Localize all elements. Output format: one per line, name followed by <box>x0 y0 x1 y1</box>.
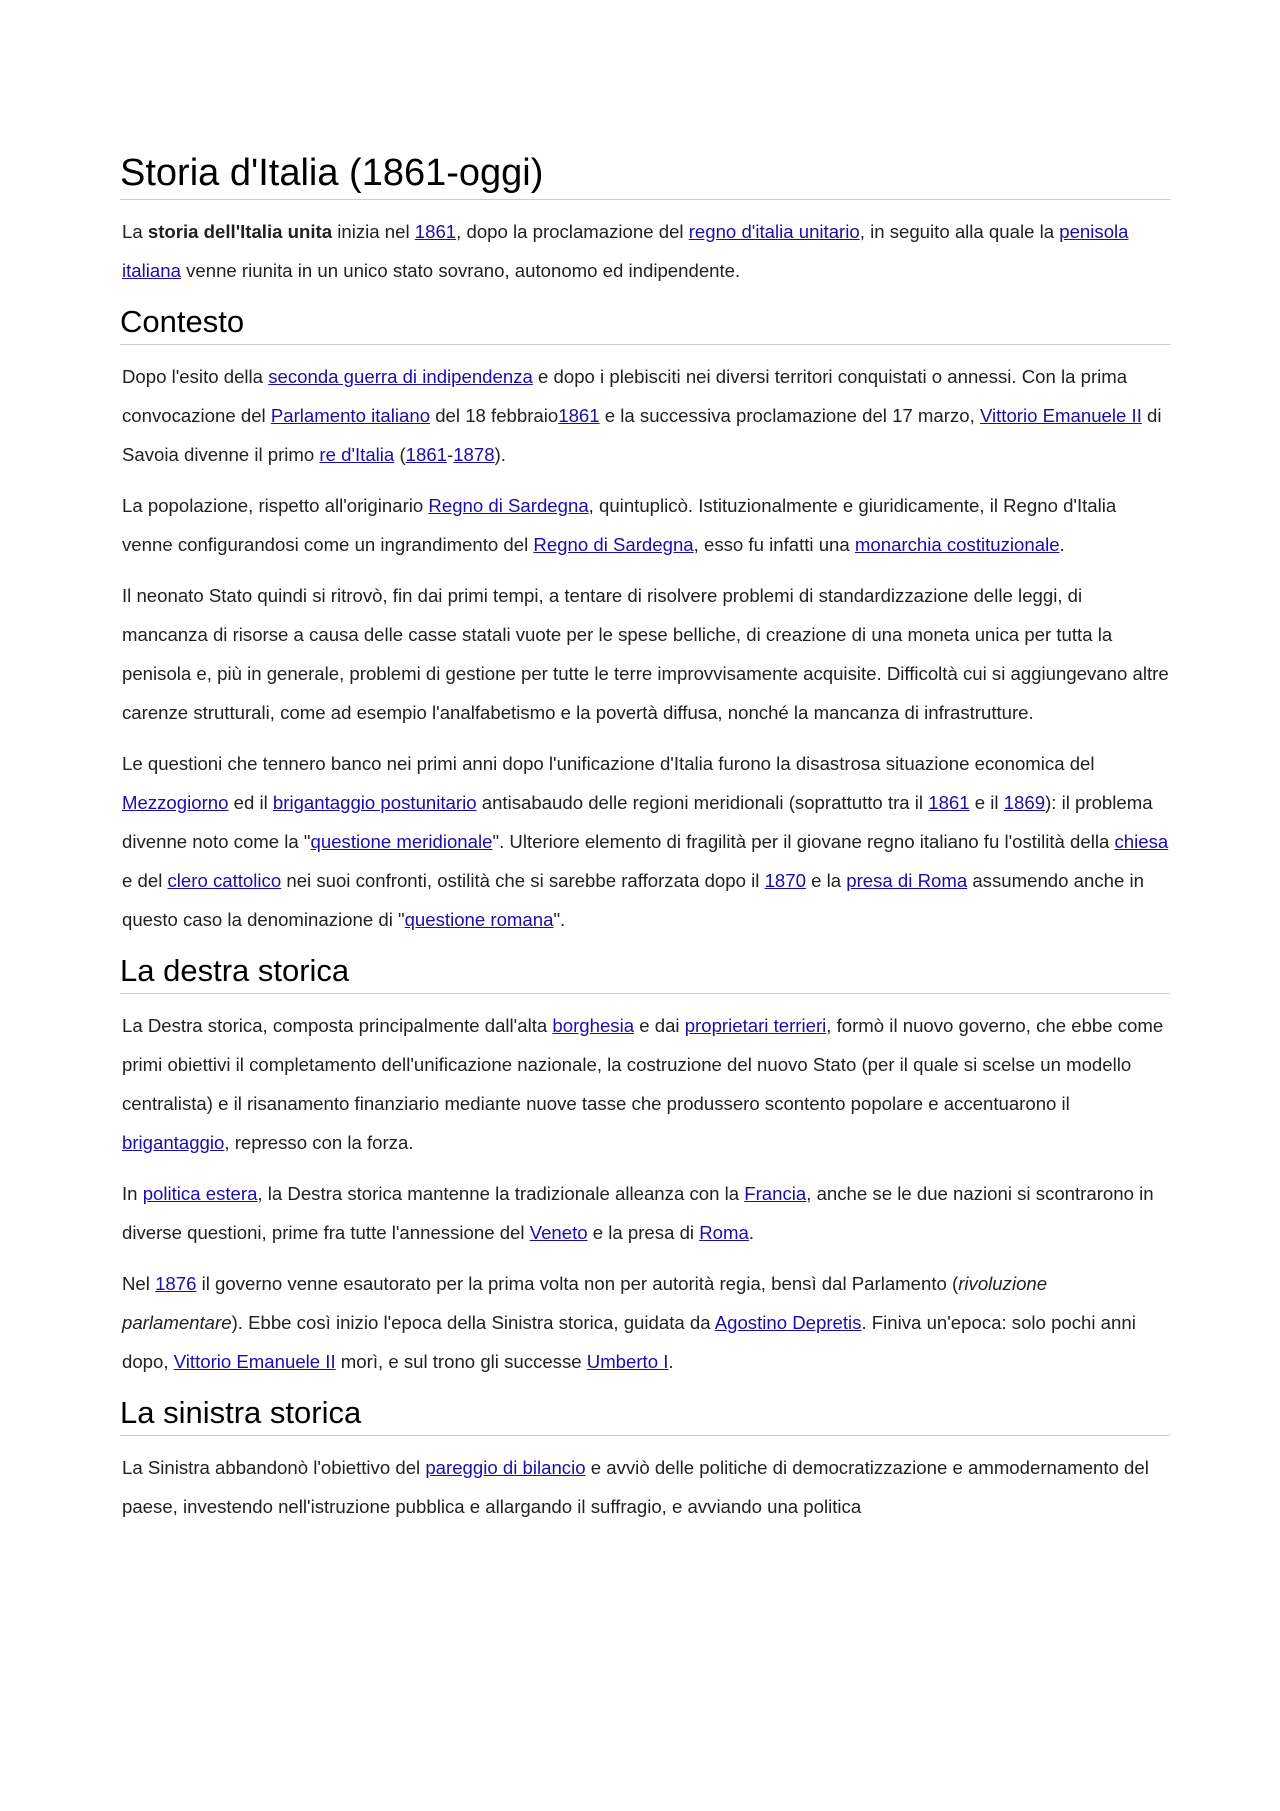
text: morì, e sul trono gli successe <box>335 1351 587 1372</box>
text: Dopo l'esito della <box>122 366 269 387</box>
text: , formò il nuovo governo, che ebbe come primi obiettivi il completamento dell'unificazione nazionale, la costruzione del nuovo Stato (per il quale si scelse un modello centralista) e il risanamento finanziario mediante nuove tasse che produssero scontento popolare e accentuarono il <box>122 1015 1164 1114</box>
text: e dopo i plebisciti nei diversi territori conquistati o annessi. Con la prima convocazione del <box>122 366 1128 426</box>
text: La Sinistra abbandonò l'obiettivo del <box>122 1457 426 1478</box>
link-regno-di-sardegna[interactable]: Regno di Sardegna <box>533 534 694 555</box>
link-brigantaggio[interactable]: brigantaggio <box>122 1132 225 1153</box>
link-chiesa[interactable]: chiesa <box>1114 831 1169 852</box>
link-regno-italia-unitario[interactable]: regno d'italia unitario <box>688 221 860 242</box>
link-roma[interactable]: Roma <box>699 1222 749 1243</box>
link-penisola-italiana[interactable]: penisola italiana <box>122 221 1129 281</box>
link-brigantaggio-postunitario[interactable]: brigantaggio postunitario <box>272 792 477 813</box>
text: del 18 febbraio <box>430 405 559 426</box>
section-heading-sinistra-storica: La sinistra storica <box>120 1393 1170 1436</box>
text: il governo venne esautorato per la prima volta non per autorità regia, bensì dal Parlamento ( <box>196 1273 959 1294</box>
text: inizia nel <box>332 221 415 242</box>
sinistra-paragraph-1 <box>122 1448 1170 1526</box>
text: ed il <box>228 792 273 813</box>
text: e il <box>969 792 1004 813</box>
text: ". Ulteriore elemento di fragilità per il giovane regno italiano fu l'ostilità della <box>492 831 1115 852</box>
text: e avviò delle politiche di democratizzazione e ammodernamento del paese, investendo nell'istruzione pubblica e allargando il suffragio, e avviando una politica <box>122 1457 1149 1517</box>
text: ). <box>494 444 506 465</box>
link-1869[interactable]: 1869 <box>1003 792 1046 813</box>
text: , in seguito alla quale la <box>859 221 1060 242</box>
link-questione-meridionale[interactable]: questione meridionale <box>310 831 493 852</box>
link-1861[interactable]: 1861 <box>405 444 448 465</box>
intro-paragraph <box>122 212 1170 290</box>
article <box>120 150 1170 1538</box>
link-questione-romana[interactable]: questione romana <box>404 909 554 930</box>
text: ". <box>553 909 566 930</box>
text: e del <box>122 870 168 891</box>
link-regno-di-sardegna[interactable]: Regno di Sardegna <box>428 495 589 516</box>
link-1878[interactable]: 1878 <box>453 444 495 465</box>
text: La popolazione, rispetto all'originario <box>122 495 429 516</box>
contesto-paragraph-2 <box>122 486 1170 564</box>
link-parlamento-italiano[interactable]: Parlamento italiano <box>270 405 431 426</box>
text: ( <box>394 444 406 465</box>
text: antisabaudo delle regioni meridionali (soprattutto tra il <box>476 792 929 813</box>
link-re-italia[interactable]: re d'Italia <box>319 444 395 465</box>
text: , esso fu infatti una <box>693 534 855 555</box>
text: . <box>1059 534 1065 555</box>
link-proprietari-terrieri[interactable]: proprietari terrieri <box>684 1015 827 1036</box>
section-heading-contesto: Contesto <box>120 302 1170 345</box>
text: In <box>122 1183 143 1204</box>
text: ): il problema divenne noto come la " <box>122 792 1153 852</box>
link-mezzogiorno[interactable]: Mezzogiorno <box>122 792 229 813</box>
link-1861[interactable]: 1861 <box>414 221 457 242</box>
text: , anche se le due nazioni si scontrarono in diverse questioni, prime fra tutte l'annessione del <box>122 1183 1154 1243</box>
text: . <box>748 1222 755 1243</box>
link-vittorio-emanuele-ii[interactable]: Vittorio Emanuele II <box>979 405 1142 426</box>
text: di Savoia divenne il primo <box>122 405 1162 465</box>
link-agostino-depretis[interactable]: Agostino Depretis <box>714 1312 862 1333</box>
destra-paragraph-2 <box>122 1174 1170 1252</box>
destra-paragraph-1 <box>122 1006 1170 1162</box>
text: venne riunita in un unico stato sovrano, autonomo ed indipendente. <box>180 260 741 281</box>
link-borghesia[interactable]: borghesia <box>552 1015 635 1036</box>
text: Nel <box>122 1273 156 1294</box>
text: e dai <box>634 1015 685 1036</box>
text: , la Destra storica mantenne la tradizionale alleanza con la <box>257 1183 745 1204</box>
page-title: Storia d'Italia (1861-oggi) <box>120 150 1170 200</box>
text: Le questioni che tennero banco nei primi anni dopo l'unificazione d'Italia furono la disastrosa situazione economica del <box>122 753 1095 774</box>
link-1861[interactable]: 1861 <box>558 405 600 426</box>
link-monarchia-costituzionale[interactable]: monarchia costituzionale <box>854 534 1060 555</box>
text: nei suoi confronti, ostilità che si sarebbe rafforzata dopo il <box>281 870 765 891</box>
text: assumendo anche in questo caso la denominazione di " <box>122 870 1144 930</box>
text: , quintuplicò. Istituzionalmente e giuridicamente, il Regno d'Italia venne configurandosi come un ingrandimento del <box>122 495 1117 555</box>
text: La Destra storica, composta principalmente dall'alta <box>122 1015 553 1036</box>
text: e la presa di <box>587 1222 700 1243</box>
text: , represso con la forza. <box>224 1132 414 1153</box>
link-veneto[interactable]: Veneto <box>529 1222 588 1243</box>
bold-term: storia dell'Italia unita <box>147 221 333 242</box>
text: , dopo la proclamazione del <box>456 221 689 242</box>
destra-paragraph-3 <box>122 1264 1170 1381</box>
link-presa-di-roma[interactable]: presa di Roma <box>846 870 968 891</box>
section-heading-destra-storica: La destra storica <box>120 951 1170 994</box>
link-1870[interactable]: 1870 <box>764 870 806 891</box>
text: . Finiva un'epoca: solo pochi anni dopo, <box>122 1312 1136 1372</box>
text: ). Ebbe così inizio l'epoca della Sinistra storica, guidata da <box>231 1312 715 1333</box>
contesto-paragraph-4 <box>122 744 1170 939</box>
link-vittorio-emanuele-ii[interactable]: Vittorio Emanuele II <box>173 1351 336 1372</box>
contesto-paragraph-1 <box>122 357 1170 474</box>
text: - <box>447 444 454 465</box>
text: . <box>668 1351 674 1372</box>
link-clero-cattolico[interactable]: clero cattolico <box>167 870 282 891</box>
text: e la <box>805 870 847 891</box>
link-1876[interactable]: 1876 <box>155 1273 197 1294</box>
link-seconda-guerra-indipendenza[interactable]: seconda guerra di indipendenza <box>268 366 533 387</box>
link-pareggio-di-bilancio[interactable]: pareggio di bilancio <box>425 1457 586 1478</box>
link-umberto-i[interactable]: Umberto I <box>586 1351 669 1372</box>
link-1861[interactable]: 1861 <box>928 792 970 813</box>
italic-term: rivoluzione parlamentare <box>122 1273 1048 1333</box>
text: La <box>122 221 148 242</box>
link-politica-estera[interactable]: politica estera <box>142 1183 258 1204</box>
link-francia[interactable]: Francia <box>744 1183 807 1204</box>
contesto-paragraph-3: Il neonato Stato quindi si ritrovò, fin dai primi tempi, a tentare di risolvere problemi di standardizzazione delle leggi, di mancanza di risorse a causa delle casse statali vuote per le spese belliche, di creazione di una moneta unica per tutta la penisola e, più in generale, problemi di gestione per tutte le terre improvvisamente acquisite. Difficoltà cui si aggiungevano altre carenze strutturali, come ad esempio l'analfabetismo e la povertà diffusa, nonché la mancanza di infrastrutture. <box>122 585 1169 723</box>
text: e la successiva proclamazione del 17 marzo, <box>599 405 980 426</box>
